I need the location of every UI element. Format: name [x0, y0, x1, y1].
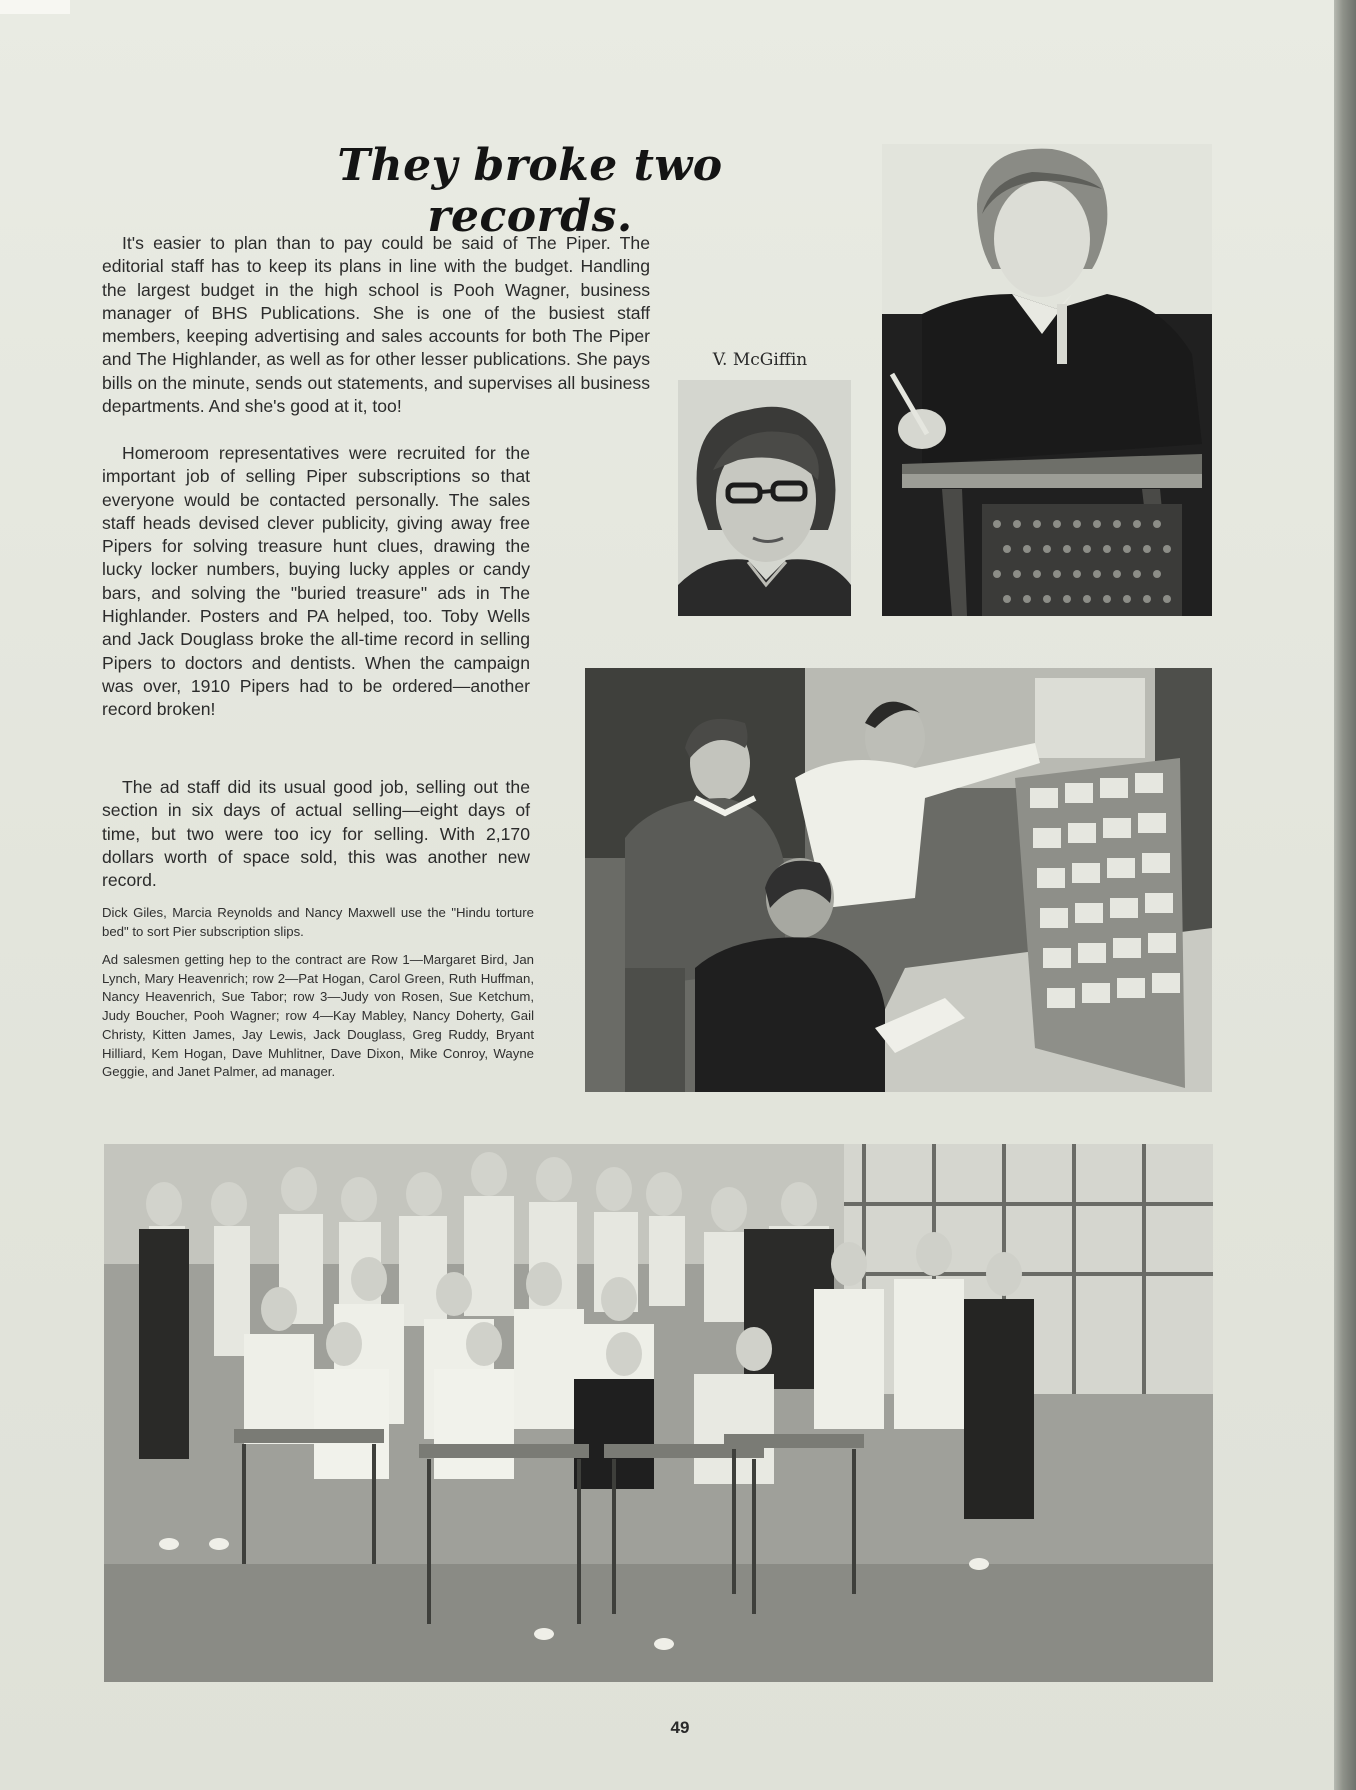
book-page-edge [1334, 0, 1356, 1790]
sorting-slips-photo [585, 668, 1212, 1092]
sorting-photo-caption: Dick Giles, Marcia Reynolds and Nancy Maxwell use the "Hindu torture bed" to sort Pier subscription slips. [102, 905, 534, 939]
page-title: They broke two records. [337, 140, 723, 242]
article-paragraph-1: It's easier to plan than to pay could be said of The Piper. The editorial staff has to keep its plans in line with the budget. Handling the largest budget in the high school is Pooh Wagner, business manager of BHS Publications. She is one of the busiest staff members, keeping advertising and sales accounts for both The Piper and The Highlander, as well as for other lesser publications. She pays bills on the minute, sends out statements, and supervises all business departments. And she's good at it, too! [102, 233, 650, 417]
article-paragraph-2: Homeroom representatives were recruited for the important job of selling Piper subscriptions so that everyone would be contacted personally. The sales staff heads devised clever publicity, giving away free Pipers for solving treasure hunt clues, drawing the lucky locker numbers, buying lucky apples or candy bars, and solving the "buried treasure" ads in The Highlander. Posters and PA helped, too. Toby Wells and Jack Douglass broke the all-time record in selling Pipers to doctors and dentists. When the campaign was over, 1910 Pipers had to be ordered—another record broken! [102, 443, 530, 720]
portrait-photo [678, 380, 851, 616]
article-paragraph-3: The ad staff did its usual good job, selling out the section in six days of actual selling—eight days of time, but two were too icy for selling. With 2,170 dollars worth of space sold, this was another new record. [102, 777, 530, 891]
business-manager-photo [882, 144, 1212, 616]
portrait-name-label: V. McGiffin [712, 350, 808, 370]
ad-staff-group-photo [104, 1144, 1213, 1682]
page-corner-highlight [0, 0, 70, 14]
group-photo-caption: Ad salesmen getting hep to the contract are Row 1—Margaret Bird, Jan Lynch, Mary Heavenrich; row 2—Pat Hogan, Carol Green, Ruth Huffman, Nancy Heavenrich, Sue Tabor; row 3—Judy von Rosen, Sue Ketchum, Judy Boucher, Pooh Wagner; row 4—Kay Mabley, Nancy Doherty, Gail Christy, Kitten James, Jay Lewis, Jack Douglass, Greg Ruddy, Bryant Hilliard, Kem Hogan, Dave Muhlitner, Dave Dixon, Mike Conroy, Wayne Geggie, and Janet Palmer, ad manager. [102, 952, 534, 1080]
page-number: 49 [670, 1718, 690, 1737]
